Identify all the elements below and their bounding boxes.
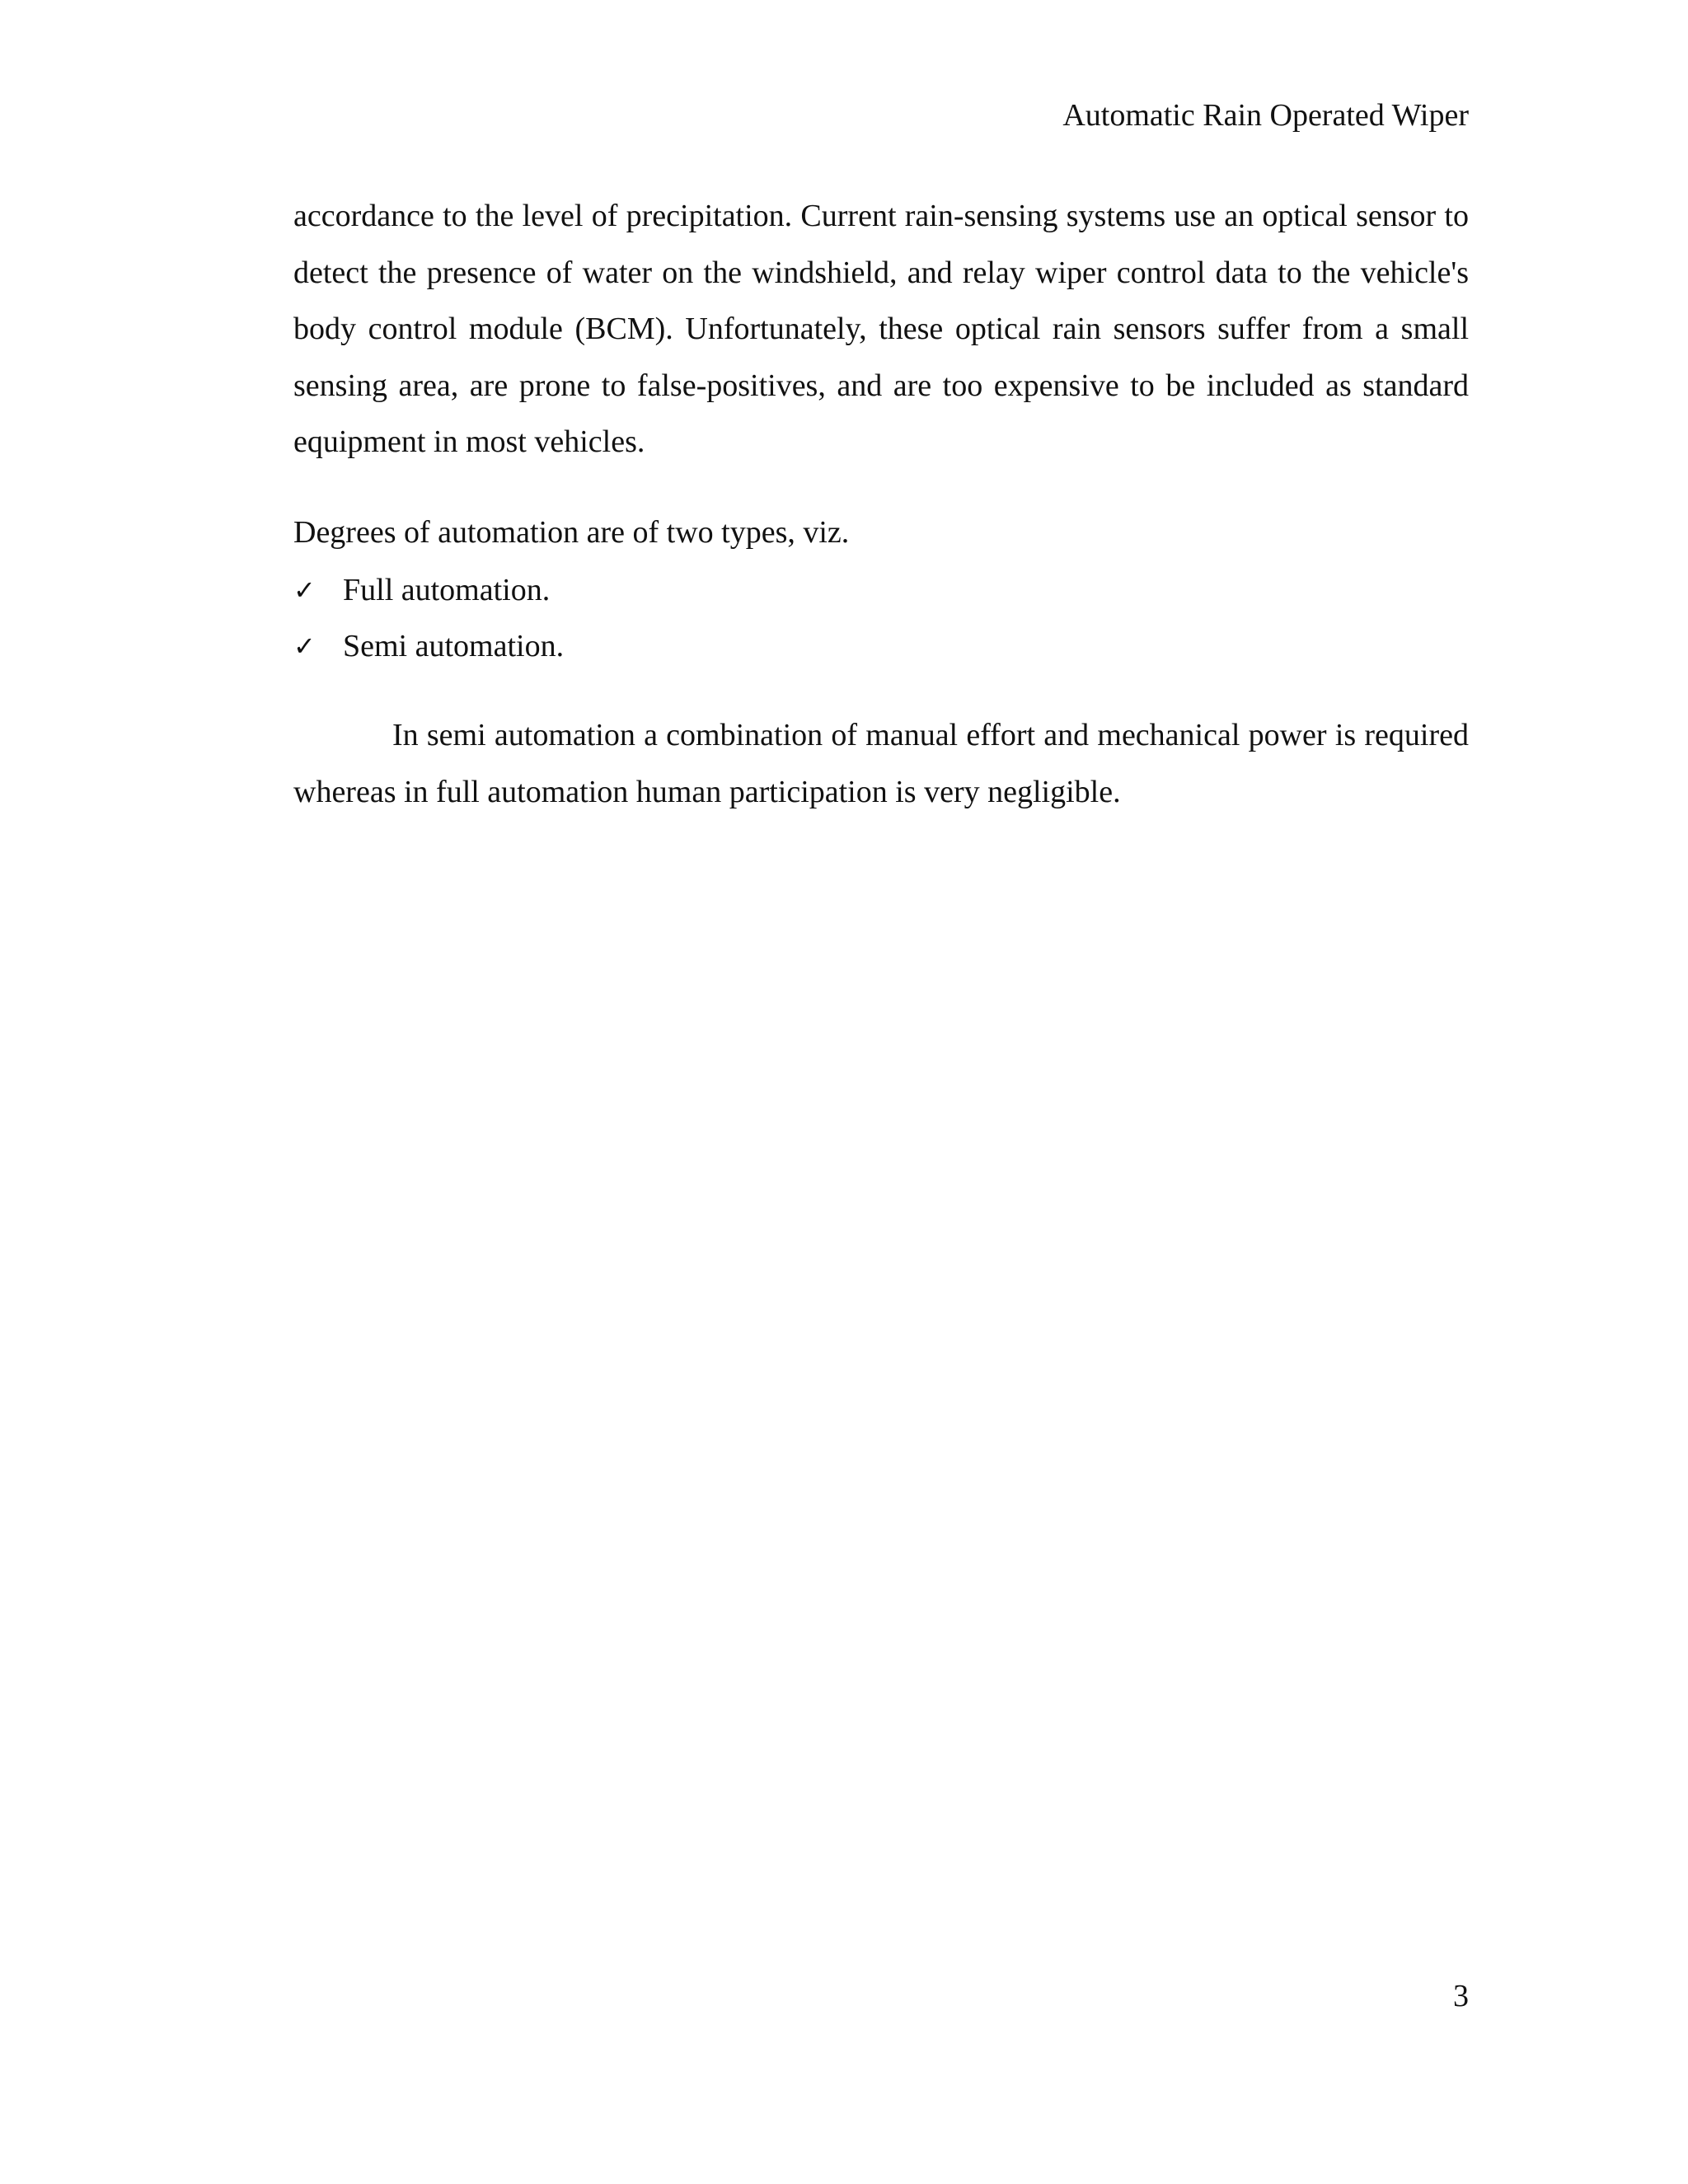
list-item-label: Full automation. <box>343 573 551 607</box>
automation-types-list <box>293 562 564 674</box>
check-mark-icon: ✓ <box>293 574 316 606</box>
list-item-label: Semi automation. <box>343 629 565 663</box>
body-paragraph-1: accordance to the level of precipitation. Current rain-sensing systems use an optical sensor to detect the presence of water on the windshield, and relay wiper control data to the vehicle's body control module (BCM). Unfortunately, these optical rain sensors suffer from a small sensing area, are prone to false-positives, and are too expensive to be included as standard equipment in most vehicles. <box>293 199 1469 459</box>
degrees-intro: Degrees of automation are of two types, viz. <box>293 515 850 550</box>
page-number: 3 <box>1453 1979 1469 2013</box>
body-paragraph-2: In semi automation a combination of manual effort and mechanical power is required whereas in full automation human participation is very negligible. <box>293 718 1469 809</box>
running-header: Automatic Rain Operated Wiper <box>1062 98 1469 133</box>
list-item <box>293 562 564 618</box>
check-mark-icon: ✓ <box>293 630 316 662</box>
list-item <box>293 618 564 674</box>
